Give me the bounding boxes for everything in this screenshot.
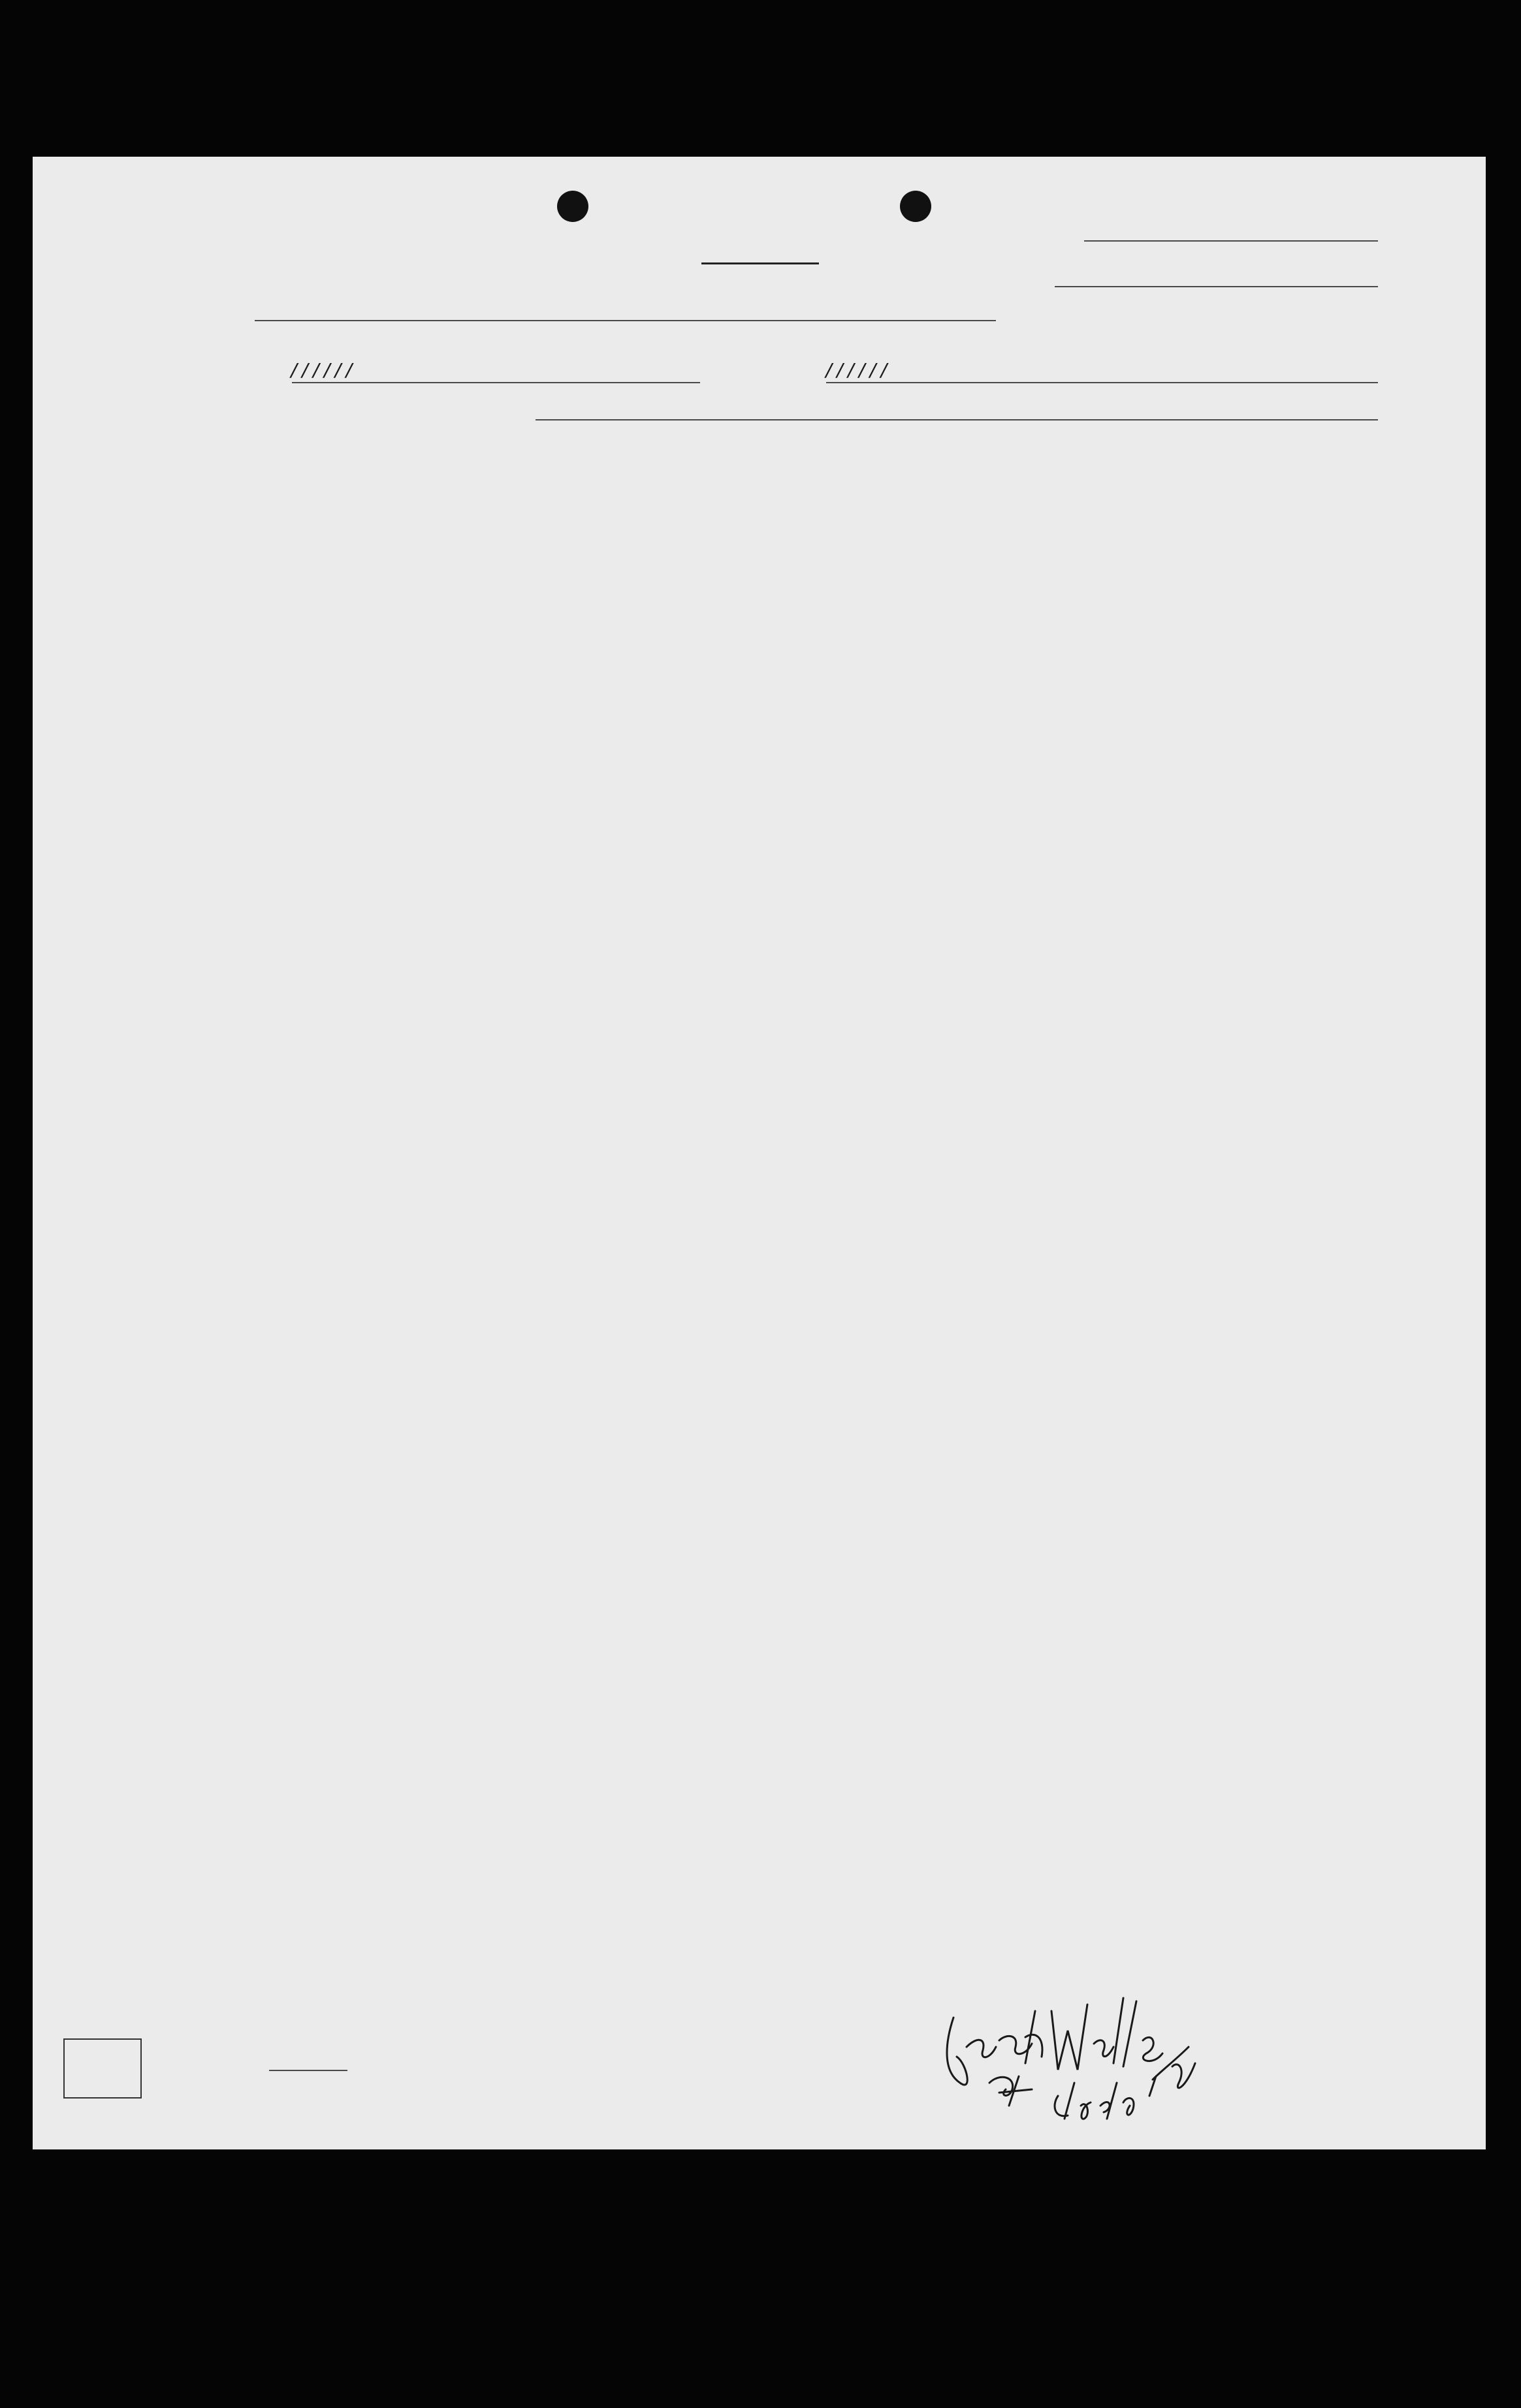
crew-list-strike <box>701 262 819 264</box>
class-line <box>1055 286 1378 287</box>
signature-drawing <box>927 1985 1221 2129</box>
punch-hole-right <box>900 191 931 222</box>
port-struck: ////// <box>824 359 891 381</box>
last-port-line <box>536 419 1378 420</box>
manifest-page <box>33 157 1486 2149</box>
arrival-line <box>292 382 700 383</box>
arrival-struck: ////// <box>289 359 356 381</box>
punch-hole-left <box>557 191 588 222</box>
port-line <box>826 382 1378 383</box>
sheet-line <box>1084 240 1378 242</box>
carrier-line <box>255 320 996 321</box>
total-line <box>269 2070 347 2071</box>
total-box <box>63 2038 142 2099</box>
